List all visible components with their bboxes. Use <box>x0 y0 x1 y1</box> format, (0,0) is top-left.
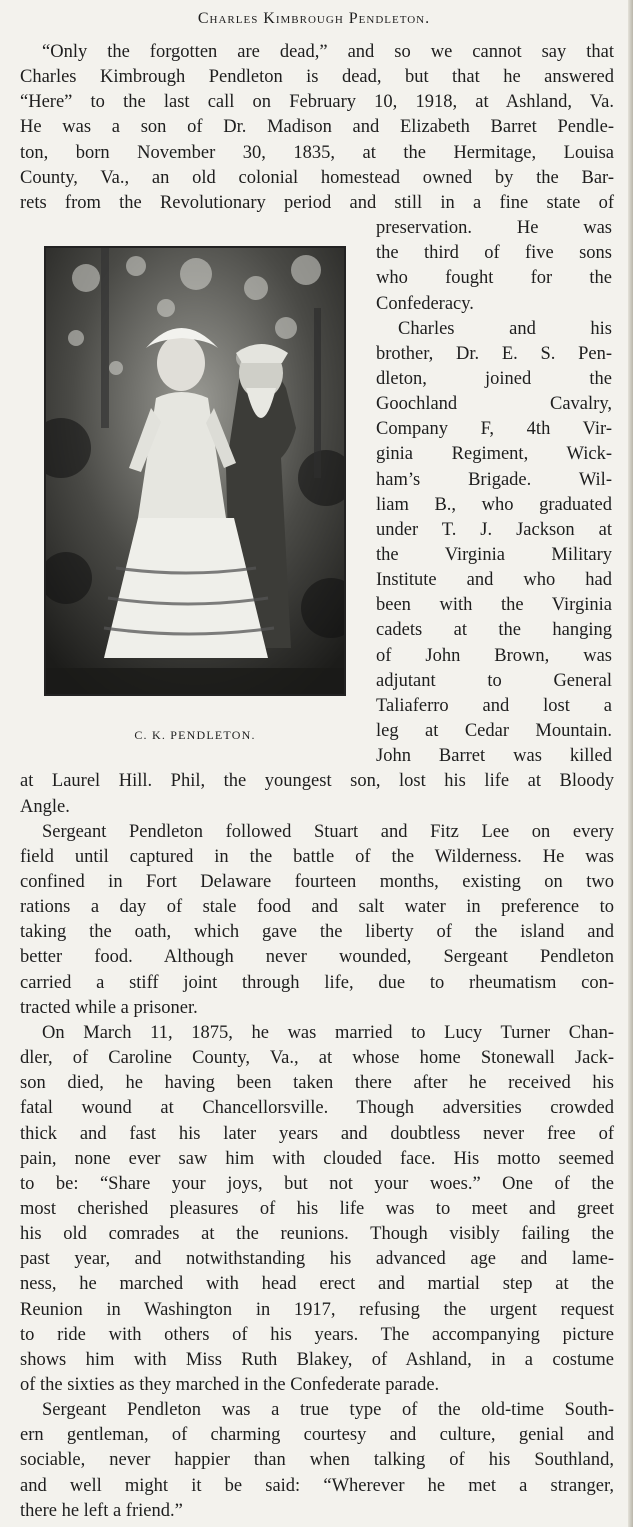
body-line: been with the Virginia <box>376 595 612 616</box>
body-line: Company F, 4th Vir- <box>376 419 612 440</box>
body-line: confined in Fort Delaware fourteen months, existing on two <box>20 871 614 892</box>
body-line: rets from the Revolutionary period and still in a fine state of <box>20 192 614 213</box>
body-line: pain, none ever saw him with clouded face. His motto seemed <box>20 1148 614 1169</box>
body-line: Institute and who had <box>376 570 612 591</box>
body-line: to ride with others of his years. The accompanying picture <box>20 1324 614 1345</box>
portrait-photo <box>44 246 346 696</box>
body-line: cadets at the hanging <box>376 620 612 641</box>
body-line: fatal wound at Chancellorsville. Though adversities crowded <box>20 1098 614 1119</box>
body-line: shows him with Miss Ruth Blakey, of Ashland, in a costume <box>20 1349 614 1370</box>
body-line: Charles and his <box>398 318 612 339</box>
body-line: better food. Although never wounded, Sergeant Pendleton <box>20 947 614 968</box>
page-edge-shadow <box>628 0 633 1527</box>
body-line: Charles Kimbrough Pendleton is dead, but that he answered <box>20 67 614 88</box>
body-line: brother, Dr. E. S. Pen- <box>376 343 612 364</box>
body-line: who fought for the <box>376 268 612 289</box>
body-line: tracted while a prisoner. <box>20 997 198 1018</box>
body-line: taking the oath, which gave the liberty of the island and <box>20 922 614 943</box>
body-line: the Virginia Military <box>376 545 612 565</box>
photo-caption: C. K. PENDLETON. <box>134 728 256 742</box>
body-line: On March 11, 1875, he was married to Lucy Turner Chan- <box>42 1022 614 1043</box>
body-line: most cherished pleasures of his life was to meet and greet <box>20 1198 614 1219</box>
body-line: “Only the forgotten are dead,” and so we cannot say that <box>42 42 614 62</box>
body-line: Reunion in Washington in 1917, refusing the urgent request <box>20 1299 614 1320</box>
body-line: son died, he having been taken there after he received his <box>20 1073 614 1094</box>
body-line: sociable, never happier than when talking of his Southland, <box>20 1450 614 1471</box>
photo-image <box>46 248 344 694</box>
body-line: his old comrades at the reunions. Though visibly failing the <box>20 1224 614 1244</box>
body-line: Sergeant Pendleton was a true type of the old-time South- <box>42 1400 614 1421</box>
body-line: of the sixties as they marched in the Confederate parade. <box>20 1374 440 1395</box>
body-line: rations a day of stale food and salt water in preference to <box>20 897 614 918</box>
body-line: ginia Regiment, Wick- <box>376 444 612 465</box>
body-line: He was a son of Dr. Madison and Elizabeth Barret Pendle- <box>20 117 614 138</box>
body-line: Goochland Cavalry, <box>376 394 612 415</box>
body-line: preservation. He was <box>376 218 612 238</box>
body-line: there he left a friend.” <box>20 1500 183 1521</box>
body-line: dler, of Caroline County, Va., at whose home Stonewall Jack- <box>20 1048 614 1068</box>
body-line: carried a stiff joint through life, due to rheumatism con- <box>20 972 614 993</box>
body-line: dleton, joined the <box>376 368 612 389</box>
body-line: ness, he marched with head erect and martial step at the <box>20 1274 614 1295</box>
body-line: leg at Cedar Mountain. <box>376 721 612 741</box>
body-line: the third of five sons <box>376 243 612 264</box>
body-line: adjutant to General <box>376 670 612 691</box>
body-line: and well might it be said: “Wherever he met a stranger, <box>20 1475 614 1496</box>
body-line: ham’s Brigade. Wil- <box>376 469 612 490</box>
body-line: to be: “Share your joys, but not your woes.” One of the <box>20 1173 614 1194</box>
body-line: liam B., who graduated <box>376 494 612 515</box>
body-line: County, Va., an old colonial homestead owned by the Bar- <box>20 167 614 188</box>
body-line: Sergeant Pendleton followed Stuart and Fitz Lee on every <box>42 821 614 842</box>
body-line: past year, and notwithstanding his advanced age and lame- <box>20 1249 614 1270</box>
body-line: of John Brown, was <box>376 645 612 666</box>
body-line: Angle. <box>20 796 70 817</box>
body-line: John Barret was killed <box>376 746 612 767</box>
body-line: ton, born November 30, 1835, at the Hermitage, Louisa <box>20 142 614 163</box>
body-line: ern gentleman, of charming courtesy and culture, genial and <box>20 1425 614 1446</box>
body-line: at Laurel Hill. Phil, the youngest son, lost his life at Bloody <box>20 771 614 792</box>
article-title: Charles Kimbrough Pendleton. <box>197 10 431 27</box>
body-line: Confederacy. <box>376 293 474 314</box>
body-line: under T. J. Jackson at <box>376 519 612 540</box>
body-line: Taliaferro and lost a <box>376 695 612 716</box>
body-line: field until captured in the battle of the Wilderness. He was <box>20 846 614 867</box>
body-line: “Here” to the last call on February 10, 1918, at Ashland, Va. <box>20 92 614 113</box>
body-line: thick and fast his later years and doubtless never free of <box>20 1123 614 1144</box>
